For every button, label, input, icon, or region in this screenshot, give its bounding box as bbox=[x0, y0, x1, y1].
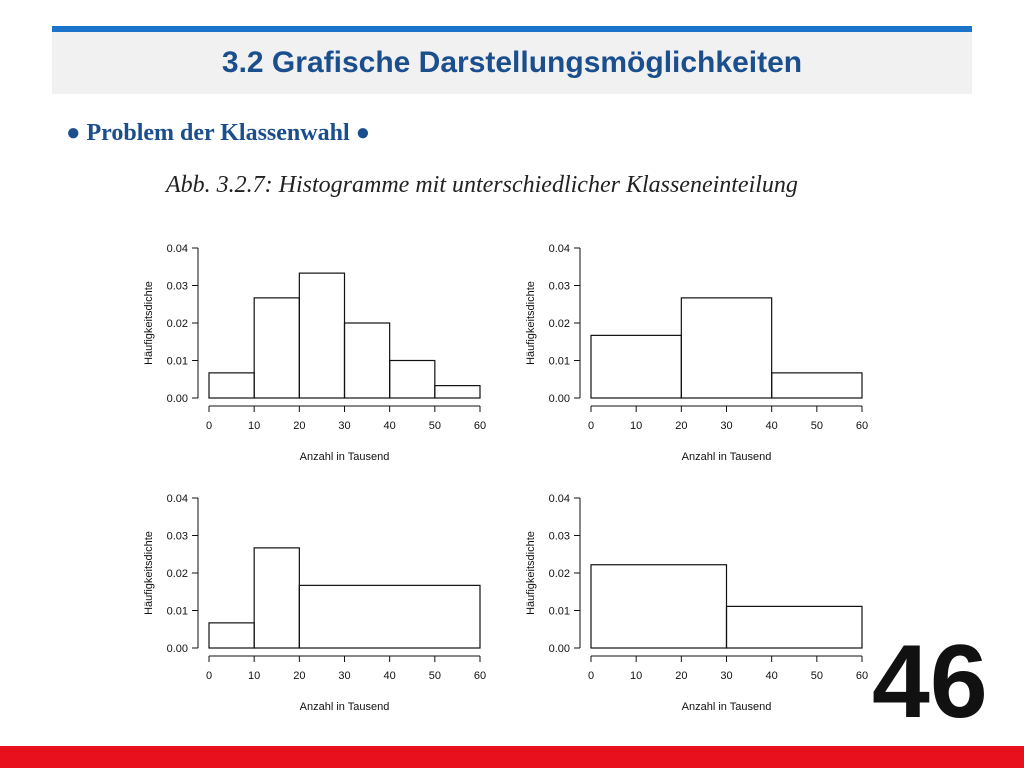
histogram-bar bbox=[591, 335, 681, 398]
y-tick-label: 0.04 bbox=[548, 493, 570, 505]
histogram-bar bbox=[254, 548, 299, 648]
histogram-bar bbox=[390, 361, 435, 399]
y-tick-label: 0.04 bbox=[166, 243, 188, 255]
x-tick-label: 10 bbox=[248, 670, 261, 682]
x-tick-label: 0 bbox=[205, 670, 213, 682]
x-tick-label: 40 bbox=[765, 670, 778, 682]
y-tick-label: 0.03 bbox=[166, 280, 188, 293]
histogram-bar bbox=[772, 373, 862, 398]
x-tick-label: 60 bbox=[855, 670, 869, 682]
x-tick-label: 50 bbox=[810, 420, 823, 432]
x-axis-label: Anzahl in Tausend bbox=[299, 701, 390, 713]
x-axis-label: Anzahl in Tausend bbox=[681, 701, 772, 713]
header bbox=[52, 32, 972, 94]
y-tick-label: 0.01 bbox=[548, 605, 570, 618]
x-tick-label: 30 bbox=[338, 420, 351, 432]
x-tick-label: 20 bbox=[675, 670, 688, 682]
y-tick-label: 0.03 bbox=[548, 530, 570, 543]
y-tick-label: 0.03 bbox=[548, 280, 570, 293]
x-tick-label: 20 bbox=[293, 670, 306, 682]
figure-caption: Abb. 3.2.7: Histogramme mit unterschiedlicher Klasseneinteilung bbox=[166, 172, 798, 198]
y-tick-label: 0.01 bbox=[548, 355, 570, 368]
y-tick-label: 0.01 bbox=[166, 355, 188, 368]
y-axis-label: Häufigkeitsdichte bbox=[525, 531, 537, 615]
x-axis-label: Anzahl in Tausend bbox=[299, 451, 390, 463]
y-axis-label: Häufigkeitsdichte bbox=[143, 531, 155, 615]
histogram-bar bbox=[299, 273, 344, 398]
y-tick-label: 0.03 bbox=[166, 530, 188, 543]
y-tick-label: 0.04 bbox=[166, 493, 188, 505]
y-axis-label: Häufigkeitsdichte bbox=[525, 281, 537, 365]
x-tick-label: 30 bbox=[720, 670, 733, 682]
x-axis-label: Anzahl in Tausend bbox=[681, 451, 772, 463]
y-tick-label: 0.00 bbox=[548, 643, 570, 655]
y-tick-label: 0.00 bbox=[166, 393, 188, 405]
x-tick-label: 60 bbox=[473, 670, 487, 682]
histogram-top-left bbox=[130, 235, 500, 470]
histogram-bar bbox=[254, 298, 299, 398]
histogram-bar bbox=[591, 565, 727, 648]
histogram-bottom-right bbox=[512, 485, 882, 720]
x-tick-label: 60 bbox=[473, 420, 487, 432]
y-tick-label: 0.04 bbox=[548, 243, 570, 255]
x-tick-label: 20 bbox=[293, 420, 306, 432]
x-tick-label: 0 bbox=[205, 420, 213, 432]
x-tick-label: 30 bbox=[720, 420, 733, 432]
page-title: 3.2 Grafische Darstellungsmöglichkeiten bbox=[221, 46, 803, 79]
y-tick-label: 0.00 bbox=[548, 393, 570, 405]
histogram-top-right bbox=[512, 235, 882, 470]
histogram-bar bbox=[345, 323, 390, 398]
y-tick-label: 0.02 bbox=[166, 318, 188, 330]
x-tick-label: 60 bbox=[855, 420, 869, 432]
x-tick-label: 20 bbox=[675, 420, 688, 432]
histogram-bar bbox=[209, 623, 254, 648]
x-tick-label: 40 bbox=[383, 420, 396, 432]
section-subtitle: ● Problem der Klassenwahl ● bbox=[66, 120, 371, 146]
x-tick-label: 0 bbox=[587, 670, 595, 682]
x-tick-label: 30 bbox=[338, 670, 351, 682]
y-axis-label: Häufigkeitsdichte bbox=[143, 281, 155, 365]
x-tick-label: 50 bbox=[810, 670, 823, 682]
x-tick-label: 10 bbox=[630, 420, 643, 432]
x-tick-label: 10 bbox=[630, 670, 643, 682]
page-number: 46 bbox=[872, 624, 988, 740]
y-tick-label: 0.00 bbox=[166, 643, 188, 655]
histogram-bar bbox=[727, 606, 863, 648]
footer-bar bbox=[0, 746, 1024, 768]
y-tick-label: 0.01 bbox=[166, 605, 188, 618]
y-tick-label: 0.02 bbox=[166, 568, 188, 580]
histogram-bottom-left bbox=[130, 485, 500, 720]
y-tick-label: 0.02 bbox=[548, 568, 570, 580]
x-tick-label: 50 bbox=[428, 670, 441, 682]
histogram-bar bbox=[681, 298, 771, 398]
x-tick-label: 40 bbox=[765, 420, 778, 432]
x-tick-label: 0 bbox=[587, 420, 595, 432]
x-tick-label: 50 bbox=[428, 420, 441, 432]
y-tick-label: 0.02 bbox=[548, 318, 570, 330]
x-tick-label: 10 bbox=[248, 420, 261, 432]
histogram-bar bbox=[209, 373, 254, 398]
histogram-bar bbox=[299, 585, 480, 648]
histogram-bar bbox=[435, 386, 480, 398]
x-tick-label: 40 bbox=[383, 670, 396, 682]
